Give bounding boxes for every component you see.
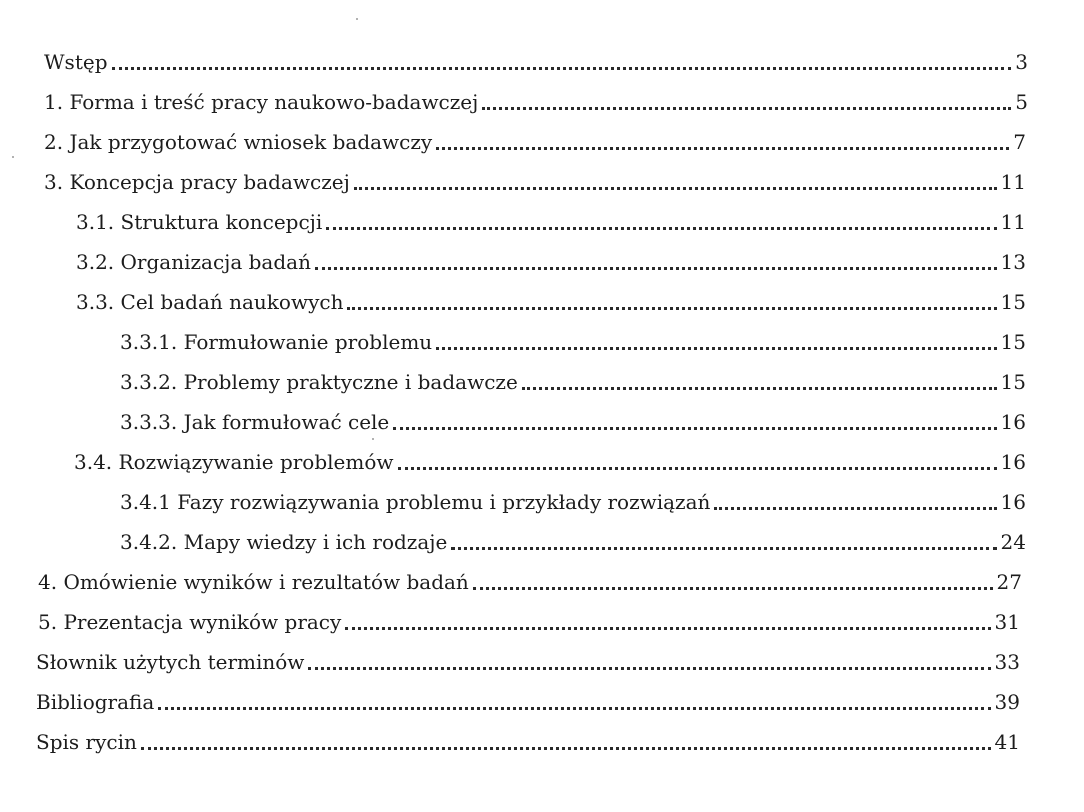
toc-entry-14 (38, 598, 1020, 634)
toc-entry-page: 16 (1000, 490, 1026, 514)
toc-entry-title: Słownik użytych terminów (36, 650, 305, 674)
dot-leader (473, 587, 993, 590)
toc-entry-2 (44, 118, 1026, 154)
toc-entry-page: 15 (1000, 370, 1026, 394)
toc-entry-page: 41 (994, 730, 1020, 754)
toc-entry-title: 3.3.1. Formułowanie problemu (120, 330, 433, 354)
toc-entry-13 (38, 558, 1022, 594)
toc-entry-page: 3 (1015, 50, 1028, 74)
toc-entry-5 (76, 238, 1026, 274)
toc-entry-8 (120, 358, 1026, 394)
toc-entry-6 (76, 278, 1026, 314)
dot-leader (345, 627, 990, 630)
dot-leader (326, 227, 996, 230)
dot-leader (451, 547, 996, 550)
toc-entry-title: 3. Koncepcja pracy badawczej (44, 170, 350, 194)
toc-entry-10 (74, 438, 1026, 474)
toc-entry-page: 11 (1000, 210, 1026, 234)
toc-entry-page: 31 (994, 610, 1020, 634)
toc-entry-title: 5. Prezentacja wyników pracy (38, 610, 342, 634)
toc-entry-page: 13 (1000, 250, 1026, 274)
toc-entry-3 (44, 158, 1026, 194)
toc-entry-title: 2. Jak przygotować wniosek badawczy (44, 130, 433, 154)
scan-speck (12, 156, 14, 158)
toc-entry-17 (36, 718, 1020, 754)
toc-entry-page: 24 (1000, 530, 1026, 554)
toc-entry-title: 4. Omówienie wyników i rezultatów badań (38, 570, 469, 594)
toc-entry-page: 15 (1000, 330, 1026, 354)
dot-leader (482, 107, 1011, 110)
dot-leader (354, 187, 997, 190)
toc-entry-title: 3.3. Cel badań naukowych (76, 290, 344, 314)
dot-leader (393, 427, 996, 430)
dot-leader (315, 267, 997, 270)
toc-entry-page: 39 (994, 690, 1020, 714)
toc-entry-11 (120, 478, 1026, 514)
toc-entry-4 (76, 198, 1026, 234)
dot-leader (436, 147, 1009, 150)
toc-entry-9 (120, 398, 1026, 434)
toc-entry-12 (120, 518, 1026, 554)
toc-entry-page: 16 (1000, 450, 1026, 474)
dot-leader (158, 707, 990, 710)
dot-leader (141, 747, 991, 750)
toc-entry-title: 3.3.3. Jak formułować cele (120, 410, 390, 434)
dot-leader (398, 467, 997, 470)
toc-entry-title: 3.1. Struktura koncepcji (76, 210, 323, 234)
toc-entry-title: Spis rycin (36, 730, 137, 754)
dot-leader (436, 347, 996, 350)
toc-entry-page: 16 (1000, 410, 1026, 434)
toc-entry-16 (36, 678, 1020, 714)
dot-leader (522, 387, 997, 390)
toc-entry-title: 3.2. Organizacja badań (76, 250, 311, 274)
toc-entry-1 (44, 78, 1028, 114)
dot-leader (308, 667, 990, 670)
toc-entry-title: 3.4. Rozwiązywanie problemów (74, 450, 394, 474)
toc-entry-page: 27 (996, 570, 1022, 594)
toc-entry-page: 11 (1000, 170, 1026, 194)
toc-entry-page: 33 (994, 650, 1020, 674)
toc-entry-title: Bibliografia (36, 690, 155, 714)
toc-entry-title: 3.3.2. Problemy praktyczne i badawcze (120, 370, 518, 394)
toc-entry-title: 3.4.2. Mapy wiedzy i ich rodzaje (120, 530, 448, 554)
toc-entry-7 (120, 318, 1026, 354)
toc-entry-title: 1. Forma i treść pracy naukowo-badawczej (44, 90, 479, 114)
dot-leader (112, 67, 1012, 70)
toc-entry-page: 5 (1015, 90, 1028, 114)
dot-leader (347, 307, 996, 310)
toc-entry-0 (44, 38, 1028, 74)
dot-leader (714, 507, 996, 510)
toc-entry-page: 7 (1013, 130, 1026, 154)
scan-speck (356, 18, 358, 20)
toc-entry-title: Wstęp (44, 50, 108, 74)
toc-entry-title: 3.4.1 Fazy rozwiązywania problemu i przykłady rozwiązań (120, 490, 711, 514)
toc-entry-page: 15 (1000, 290, 1026, 314)
toc-entry-15 (36, 638, 1020, 674)
